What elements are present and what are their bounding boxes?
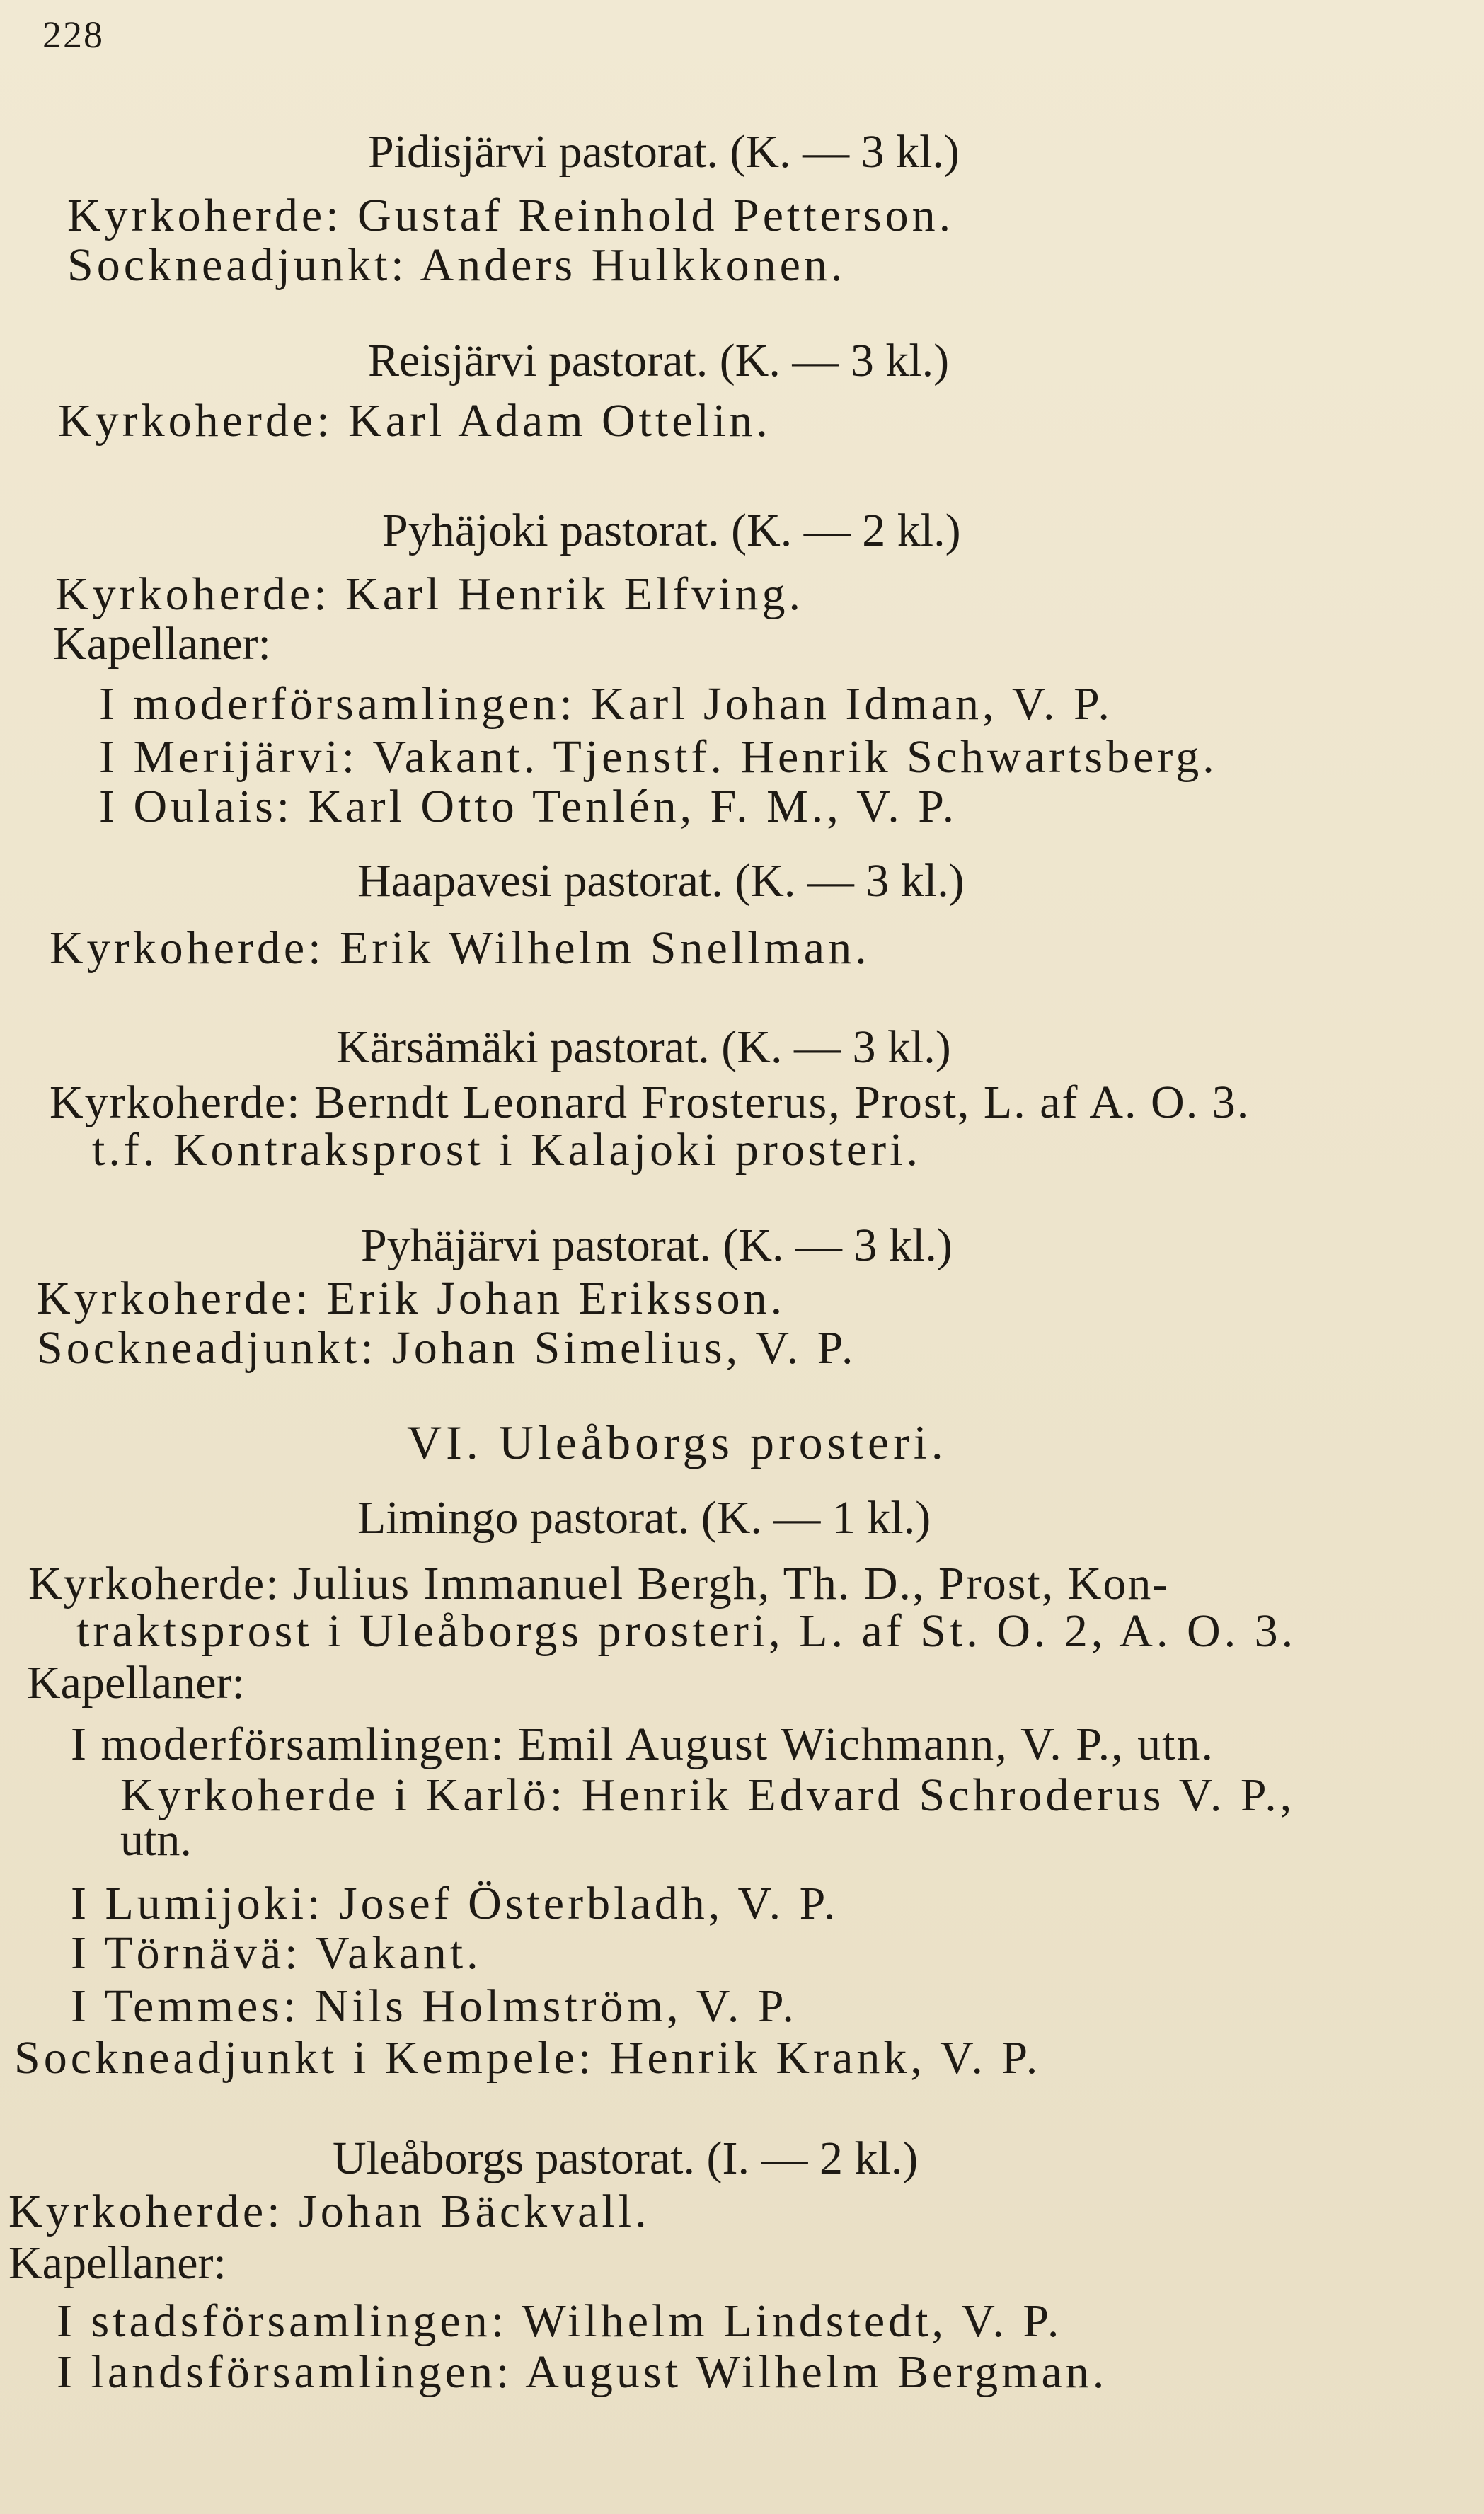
parish-heading: Pyhäjärvi pastorat. (K. — 3 kl.) <box>361 1219 953 1271</box>
text-line: I moderförsamlingen: Karl Johan Idman, V. P. <box>99 678 1113 730</box>
text-line: t.f. Kontraksprost i Kalajoki prosteri. <box>92 1124 921 1176</box>
text-line: Kyrkoherde: Gustaf Reinhold Petterson. <box>67 190 955 241</box>
text-line: traktsprost i Uleåborgs prosteri, L. af St. O. 2, A. O. 3. <box>76 1605 1297 1657</box>
text-line: Kapellaner: <box>53 618 271 670</box>
parish-heading: Haapavesi pastorat. (K. — 3 kl.) <box>357 855 965 907</box>
text-line: Kyrkoherde: Johan Bäckvall. <box>8 2186 650 2237</box>
text-line: I Merijärvi: Vakant. Tjenstf. Henrik Schwartsberg. <box>99 731 1218 783</box>
parish-heading: Pyhäjoki pastorat. (K. — 2 kl.) <box>382 505 961 556</box>
text-line: utn. <box>120 1814 192 1866</box>
section-heading: VI. Uleåborgs prosteri. <box>407 1416 948 1469</box>
text-line: Kapellaner: <box>27 1657 245 1709</box>
parish-heading: Pidisjärvi pastorat. (K. — 3 kl.) <box>368 126 960 178</box>
text-line: Sockneadjunkt: Anders Hulkkonen. <box>67 239 846 291</box>
text-line: Kyrkoherde i Karlö: Henrik Edvard Schroderus V. P., <box>120 1769 1296 1821</box>
parish-heading: Reisjärvi pastorat. (K. — 3 kl.) <box>368 335 950 386</box>
text-line: Sockneadjunkt i Kempele: Henrik Krank, V. P. <box>14 2032 1042 2084</box>
text-line: I Temmes: Nils Holmström, V. P. <box>71 1980 798 2032</box>
text-line: Kyrkoherde: Karl Adam Ottelin. <box>58 395 771 447</box>
text-line: Kyrkoherde: Berndt Leonard Frosterus, Prost, L. af A. O. 3. <box>50 1077 1250 1128</box>
text-line: Kyrkoherde: Karl Henrik Elfving. <box>55 568 805 620</box>
parish-heading: Kärsämäki pastorat. (K. — 3 kl.) <box>336 1021 951 1073</box>
page-number: 228 <box>42 13 104 56</box>
text-line: Kapellaner: <box>8 2237 226 2289</box>
text-line: I Törnävä: Vakant. <box>71 1927 482 1979</box>
text-line: Sockneadjunkt: Johan Simelius, V. P. <box>37 1322 857 1374</box>
text-line: I Lumijoki: Josef Österbladh, V. P. <box>71 1878 839 1929</box>
parish-heading: Uleåborgs pastorat. (I. — 2 kl.) <box>333 2133 919 2184</box>
text-line: Kyrkoherde: Julius Immanuel Bergh, Th. D., Prost, Kon- <box>28 1558 1170 1609</box>
text-line: Kyrkoherde: Erik Johan Eriksson. <box>37 1273 786 1324</box>
text-line: I Oulais: Karl Otto Tenlén, F. M., V. P. <box>99 781 958 832</box>
parish-heading: Limingo pastorat. (K. — 1 kl.) <box>357 1492 931 1544</box>
text-line: I landsförsamlingen: August Wilhelm Bergman. <box>57 2346 1108 2398</box>
text-line: I moderförsamlingen: Emil August Wichmann, V. P., utn. <box>71 1718 1214 1770</box>
text-line: I stadsförsamlingen: Wilhelm Lindstedt, V. P. <box>57 2295 1063 2347</box>
text-line: Kyrkoherde: Erik Wilhelm Snellman. <box>50 922 870 974</box>
